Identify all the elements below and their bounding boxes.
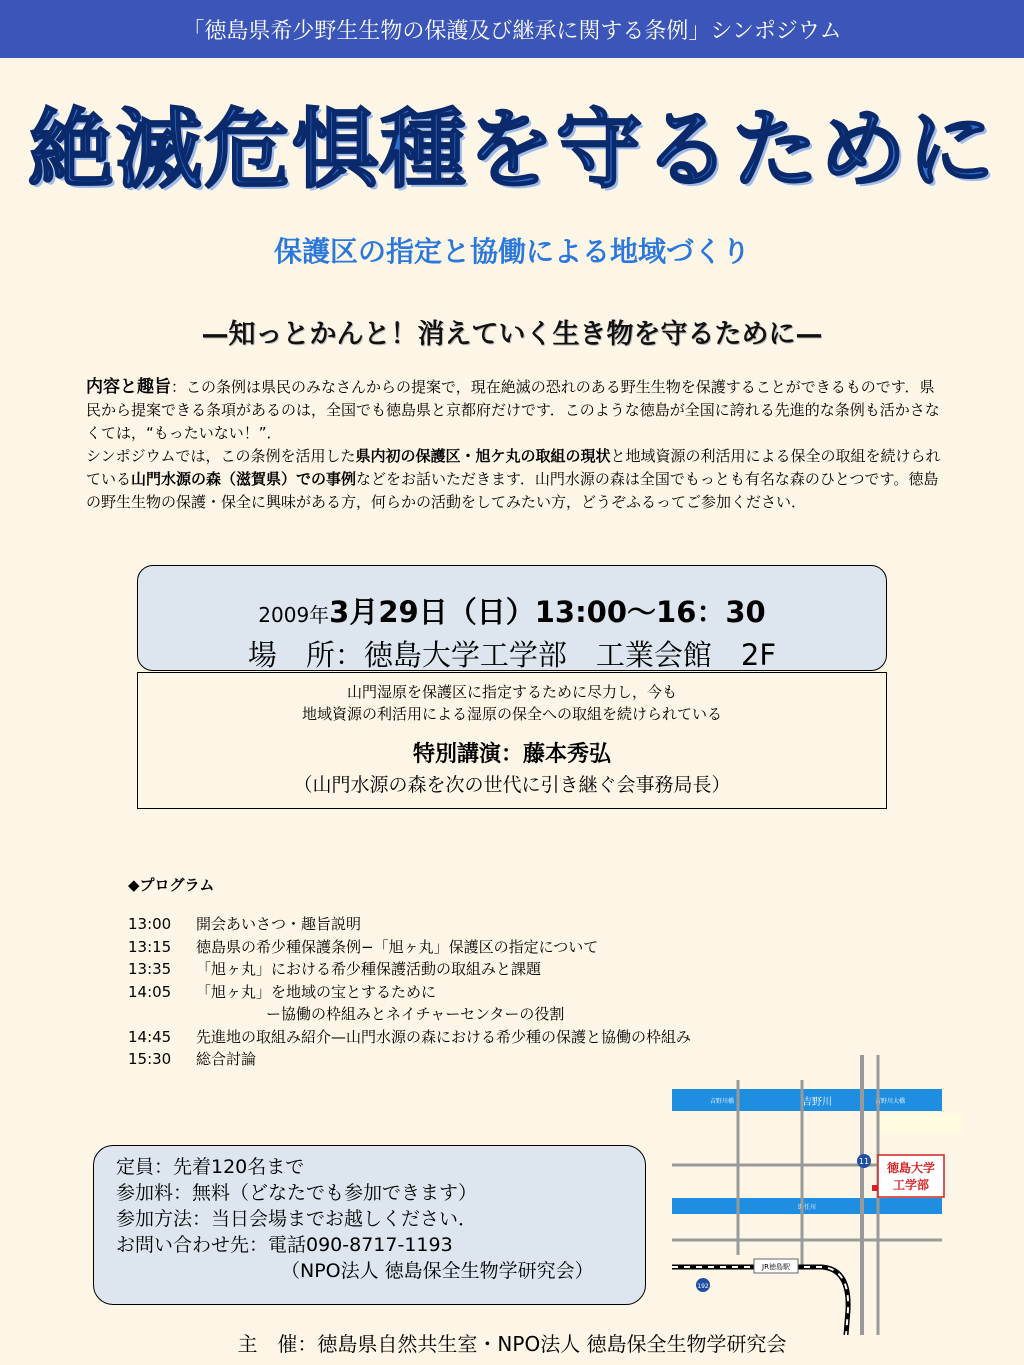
program-section — [128, 874, 691, 1071]
info-fee: 参加料：無料（どなたでも参加できます） — [116, 1182, 478, 1204]
speaker-desc-line-2: 地域資源の利活用による湿原の保全への取組を続けられている — [301, 705, 722, 723]
event-venue: 場 所：徳島大学工学部 工業会館 2F — [247, 638, 777, 672]
program-time: 13:35 — [128, 960, 172, 978]
program-item-subline: ー協働の枠組みとネイチャーセンターの役割 — [266, 1005, 565, 1023]
speaker-box — [137, 672, 887, 809]
info-method: 参加方法：当日会場までお越しください． — [116, 1208, 478, 1230]
secondary-river-label: 助任川 — [797, 1204, 817, 1211]
destination-label-1: 徳島大学 — [886, 1161, 936, 1175]
program-item — [128, 1048, 691, 1071]
event-date-line — [138, 590, 886, 631]
bridge-left-label: 吉野川橋 — [709, 1098, 735, 1105]
program-time: 14:45 — [128, 1027, 172, 1046]
program-text: 「旭ヶ丸」における希少種保護活動の取組みと課題 — [196, 960, 542, 978]
intro-p2-d: 山門水源の森（滋賀県）での事例 — [131, 470, 357, 488]
main-title: 絶滅危惧種を守るために — [28, 100, 996, 200]
destination-marker — [872, 1185, 878, 1191]
subtitle: 保護区の指定と協働による地域づくり — [273, 235, 750, 268]
info-contact: お問い合わせ先：電話090-8717-1193 — [116, 1234, 453, 1256]
event-datetime-box — [137, 565, 887, 671]
bridge-right-label: 吉野川大橋 — [874, 1098, 906, 1105]
program-text: 総合討論 — [196, 1050, 257, 1068]
program-heading: ◆プログラム — [128, 876, 215, 894]
speaker-name: 特別講演：藤本秀弘 — [412, 742, 611, 767]
route-192-label: 192 — [697, 1283, 709, 1290]
event-year: 2009年 — [258, 603, 330, 627]
intro-lead: 内容と趣旨 — [86, 377, 171, 397]
map-highlight — [876, 1113, 962, 1133]
speaker-org: （山門水源の森を次の世代に引き継ぐ会事務局長） — [293, 774, 731, 796]
program-item — [128, 958, 691, 981]
program-time: 13:15 — [128, 937, 172, 956]
intro-p2-c: と地域資源の利活用による保全の取組を続けられている — [86, 447, 941, 488]
program-item — [128, 1026, 691, 1049]
program-text: 「旭ヶ丸」を地域の宝とするために — [196, 982, 437, 1001]
program-text: 徳島県の希少種保護条例−「旭ヶ丸」保護区の指定について — [196, 937, 599, 956]
program-item — [128, 913, 691, 936]
program-text: 先進地の取組み紹介—山門水源の森における希少種の保護と協働の枠組み — [196, 1027, 692, 1046]
intro-text — [86, 376, 946, 514]
info-capacity: 定員：先着120名まで — [116, 1156, 305, 1178]
river-label: 吉野川 — [802, 1097, 832, 1108]
header-banner-text: 「徳島県希少野生生物の保護及び継承に関する条例」シンポジウム — [182, 19, 842, 44]
intro-p2-e: などをお話いただきます．山門水源の森は全国でもっとも有名な森のひとつです。徳島の野生生物の保護・保全に興味がある方，何らかの活動をしてみたい方，どうぞふるってご参加ください． — [86, 470, 939, 511]
intro-p2-a: シンポジウムでは，この条例を活用した — [86, 447, 356, 465]
tagline: —知っとかんと！消えていく生き物を守るために— — [201, 319, 823, 350]
speaker-description — [138, 681, 886, 725]
destination-label-2: 工学部 — [892, 1178, 930, 1192]
program-time: 13:00 — [128, 915, 172, 933]
intro-paragraph-1: ：この条例は県民のみなさんからの提案で，現在絶滅の恐れのある野生生物を保護することができるものです．県民から提案できる条項があるのは，全国でも徳島県と京都府だけです．このような徳島が全国に誇れる先進的な条例も活かさなくては，“もったいない！”． — [86, 378, 940, 442]
header-banner — [0, 0, 1024, 58]
program-item — [128, 936, 691, 959]
route-11-label: 11 — [858, 1157, 870, 1166]
access-map — [672, 1055, 962, 1335]
program-text: 開会あいさつ・趣旨説明 — [196, 915, 362, 933]
program-item — [128, 981, 691, 1004]
program-time: 15:30 — [128, 1050, 172, 1068]
host-line: 主 催：徳島県自然共生室・NPO法人 徳島保全生物学研究会 — [237, 1332, 787, 1356]
station-label: JR徳島駅 — [762, 1263, 790, 1271]
intro-p2-b: 県内初の保護区・旭ケ丸の取組の現状 — [355, 447, 611, 465]
event-datetime: 3月29日（日）13:00～16：30 — [329, 595, 766, 629]
program-time: 14:05 — [128, 982, 172, 1001]
info-box — [93, 1145, 646, 1305]
speaker-desc-line-1: 山門湿原を保護区に指定するために尽力し，今も — [346, 683, 677, 701]
info-org: （NPO法人 徳島保全生物学研究会） — [281, 1260, 594, 1282]
